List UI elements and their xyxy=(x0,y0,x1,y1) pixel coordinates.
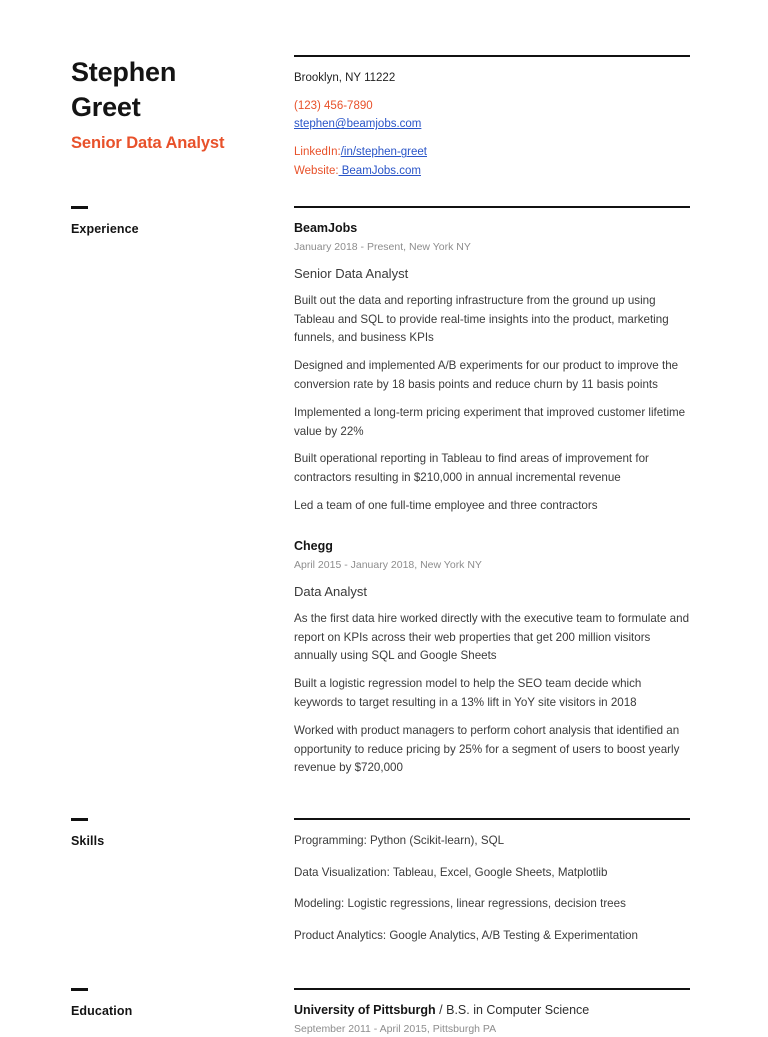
section-experience xyxy=(71,206,690,778)
skill-line: Product Analytics: Google Analytics, A/B Testing & Experimentation xyxy=(294,928,638,942)
education-entry xyxy=(294,1002,690,1037)
experience-entry xyxy=(294,220,690,516)
experience-label-col xyxy=(71,206,294,236)
contact-spacer-2 xyxy=(294,133,690,143)
entry-bullets xyxy=(294,292,690,516)
skill-line: Modeling: Logistic regressions, linear regressions, decision trees xyxy=(294,897,626,911)
entry-role: Senior Data Analyst xyxy=(294,266,409,282)
education-content xyxy=(294,988,690,1037)
bullet-item: Built operational reporting in Tableau to find areas of improvement for contractors resulting in $210,000 in annual incremental revenue xyxy=(294,452,649,485)
contact-website[interactable]: BeamJobs.com xyxy=(338,164,421,177)
skill-line: Data Visualization: Tableau, Excel, Google Sheets, Matplotlib xyxy=(294,865,608,879)
bullet-item: Worked with product managers to perform cohort analysis that identified an opportunity to reduce pricing by 25% for a segment of users to boost yearly revenue by $720,000 xyxy=(294,723,680,775)
section-skills xyxy=(71,818,690,945)
section-dash-icon xyxy=(71,988,88,991)
header-contact xyxy=(294,55,690,180)
website-label: Website: xyxy=(294,164,339,177)
skills-content xyxy=(294,818,690,945)
bullet-item: Built a logistic regression model to help the SEO team decide which keywords to target resulting in a 13% lift in YoY site visitors in 2018 xyxy=(294,677,642,709)
section-label-skills: Skills xyxy=(71,834,105,849)
contact-website-line xyxy=(294,162,690,180)
header-identity xyxy=(71,55,294,154)
bullet-item: Designed and implemented A/B experiments for our product to improve the conversion rate by 18 basis points and reduce churn by 11 basis points xyxy=(294,359,679,392)
entry-bullets xyxy=(294,610,690,778)
education-school: University of Pittsburgh xyxy=(294,1003,436,1018)
contact-block xyxy=(294,57,690,180)
bullet-item: Led a team of one full-time employee and three contractors xyxy=(294,498,598,512)
contact-location: Brooklyn, NY 11222 xyxy=(294,72,396,84)
bullet-item: Built out the data and reporting infrastructure from the ground up using Tableau and SQL to provide real-time insights into the product, marketing funnels, and business KPIs xyxy=(294,293,669,345)
candidate-headline: Senior Data Analyst xyxy=(71,134,225,153)
linkedin-label: LinkedIn: xyxy=(294,146,341,159)
candidate-name xyxy=(71,55,280,125)
contact-spacer-1 xyxy=(294,87,690,97)
education-title xyxy=(294,1002,690,1019)
education-meta: September 2011 - April 2015, Pittsburgh PA xyxy=(294,1023,497,1036)
bullet-item: As the first data hire worked directly with the executive team to formulate and report on KPIs across their web properties that get 200 million visitors annually using SQL and Google Sheets xyxy=(294,611,690,663)
bullet-item: Implemented a long-term pricing experiment that improved customer lifetime value by 22% xyxy=(294,405,686,438)
education-entries xyxy=(294,990,690,1037)
entry-role: Data Analyst xyxy=(294,584,367,600)
section-dash-icon xyxy=(71,818,88,821)
section-education xyxy=(71,988,690,1037)
skill-line: Programming: Python (Scikit-learn), SQL xyxy=(294,834,505,848)
header xyxy=(71,55,690,180)
contact-email-line xyxy=(294,115,690,133)
last-name: Greet xyxy=(71,92,141,123)
entry-meta: April 2015 - January 2018, New York NY xyxy=(294,558,482,571)
section-dash-icon xyxy=(71,206,88,209)
experience-content xyxy=(294,206,690,778)
contact-email[interactable]: stephen@beamjobs.com xyxy=(294,118,422,131)
section-label-education: Education xyxy=(71,1004,133,1019)
entry-meta: January 2018 - Present, New York NY xyxy=(294,240,471,253)
contact-linkedin[interactable]: /in/stephen-greet xyxy=(340,146,427,159)
skills-label-col xyxy=(71,818,294,848)
entry-company: BeamJobs xyxy=(294,220,358,235)
skills-lines xyxy=(294,820,690,945)
section-label-experience: Experience xyxy=(71,221,139,236)
first-name: Stephen xyxy=(71,57,177,87)
education-label-col xyxy=(71,988,294,1018)
education-degree: / B.S. in Computer Science xyxy=(435,1003,590,1018)
experience-entry xyxy=(294,538,690,778)
experience-entries xyxy=(294,208,690,778)
entry-company: Chegg xyxy=(294,538,333,553)
contact-linkedin-line xyxy=(294,143,690,161)
contact-phone[interactable]: (123) 456-7890 xyxy=(294,100,373,113)
